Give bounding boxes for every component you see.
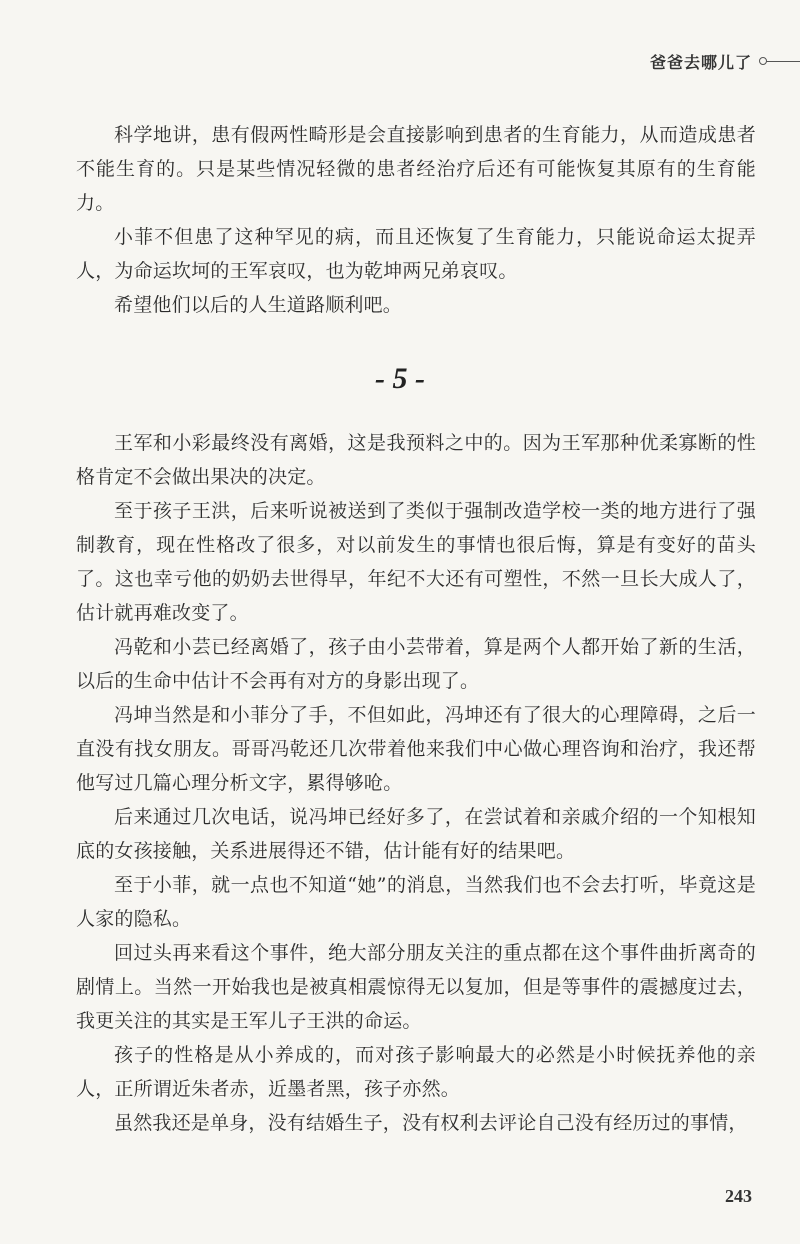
- page-number: 243: [725, 1186, 752, 1206]
- running-header: [0, 50, 800, 74]
- running-header-title: 爸爸去哪儿了: [649, 53, 752, 72]
- text-block-before-section: [76, 118, 756, 322]
- text-block-after-section: [76, 426, 756, 1140]
- paragraph: 科学地讲，患有假两性畸形是会直接影响到患者的生育能力，从而造成患者不能生育的。只是某些情况轻微的患者经治疗后还有可能恢复其原有的生育能力。: [76, 124, 756, 214]
- paragraph: 后来通过几次电话，说冯坤已经好多了，在尝试着和亲戚介绍的一个知根知底的女孩接触，关系进展得还不错，估计能有好的结果吧。: [76, 806, 756, 862]
- paragraph: 至于孩子王洪，后来听说被送到了类似于强制改造学校一类的地方进行了强制教育，现在性格改了很多，对以前发生的事情也很后悔，算是有变好的苗头了。这也幸亏他的奶奶去世得早，年纪不大还有可塑性，不然一旦长大成人了，估计就再难改变了。: [76, 500, 756, 624]
- paragraph: 孩子的性格是从小养成的，而对孩子影响最大的必然是小时候抚养他的亲人，正所谓近朱者赤，近墨者黑，孩子亦然。: [76, 1044, 756, 1100]
- paragraph: 小菲不但患了这种罕见的病，而且还恢复了生育能力，只能说命运太捉弄人，为命运坎坷的王军哀叹，也为乾坤两兄弟哀叹。: [76, 226, 756, 282]
- paragraph: 冯乾和小芸已经离婚了，孩子由小芸带着，算是两个人都开始了新的生活，以后的生命中估计不会再有对方的身影出现了。: [76, 636, 756, 692]
- paragraph: 虽然我还是单身，没有结婚生子，没有权利去评论自己没有经历过的事情，: [114, 1112, 748, 1134]
- paragraph: 冯坤当然是和小菲分了手，不但如此，冯坤还有了很大的心理障碍，之后一直没有找女朋友。哥哥冯乾还几次带着他来我们中心做心理咨询和治疗，我还帮他写过几篇心理分析文字，累得够呛。: [76, 704, 756, 794]
- paragraph: 王军和小彩最终没有离婚，这是我预料之中的。因为王军那种优柔寡断的性格肯定不会做出果决的决定。: [76, 432, 756, 488]
- paragraph: 至于小菲，就一点也不知道“她”的消息，当然我们也不会去打听，毕竟这是人家的隐私。: [76, 874, 756, 930]
- header-rule: [766, 61, 800, 62]
- section-heading: - 5 -: [375, 362, 425, 395]
- paragraph: 回过头再来看这个事件，绝大部分朋友关注的重点都在这个事件曲折离奇的剧情上。当然一开始我也是被真相震惊得无以复加，但是等事件的震撼度过去，我更关注的其实是王军儿子王洪的命运。: [76, 942, 756, 1032]
- paragraph: 希望他们以后的人生道路顺利吧。: [114, 294, 403, 316]
